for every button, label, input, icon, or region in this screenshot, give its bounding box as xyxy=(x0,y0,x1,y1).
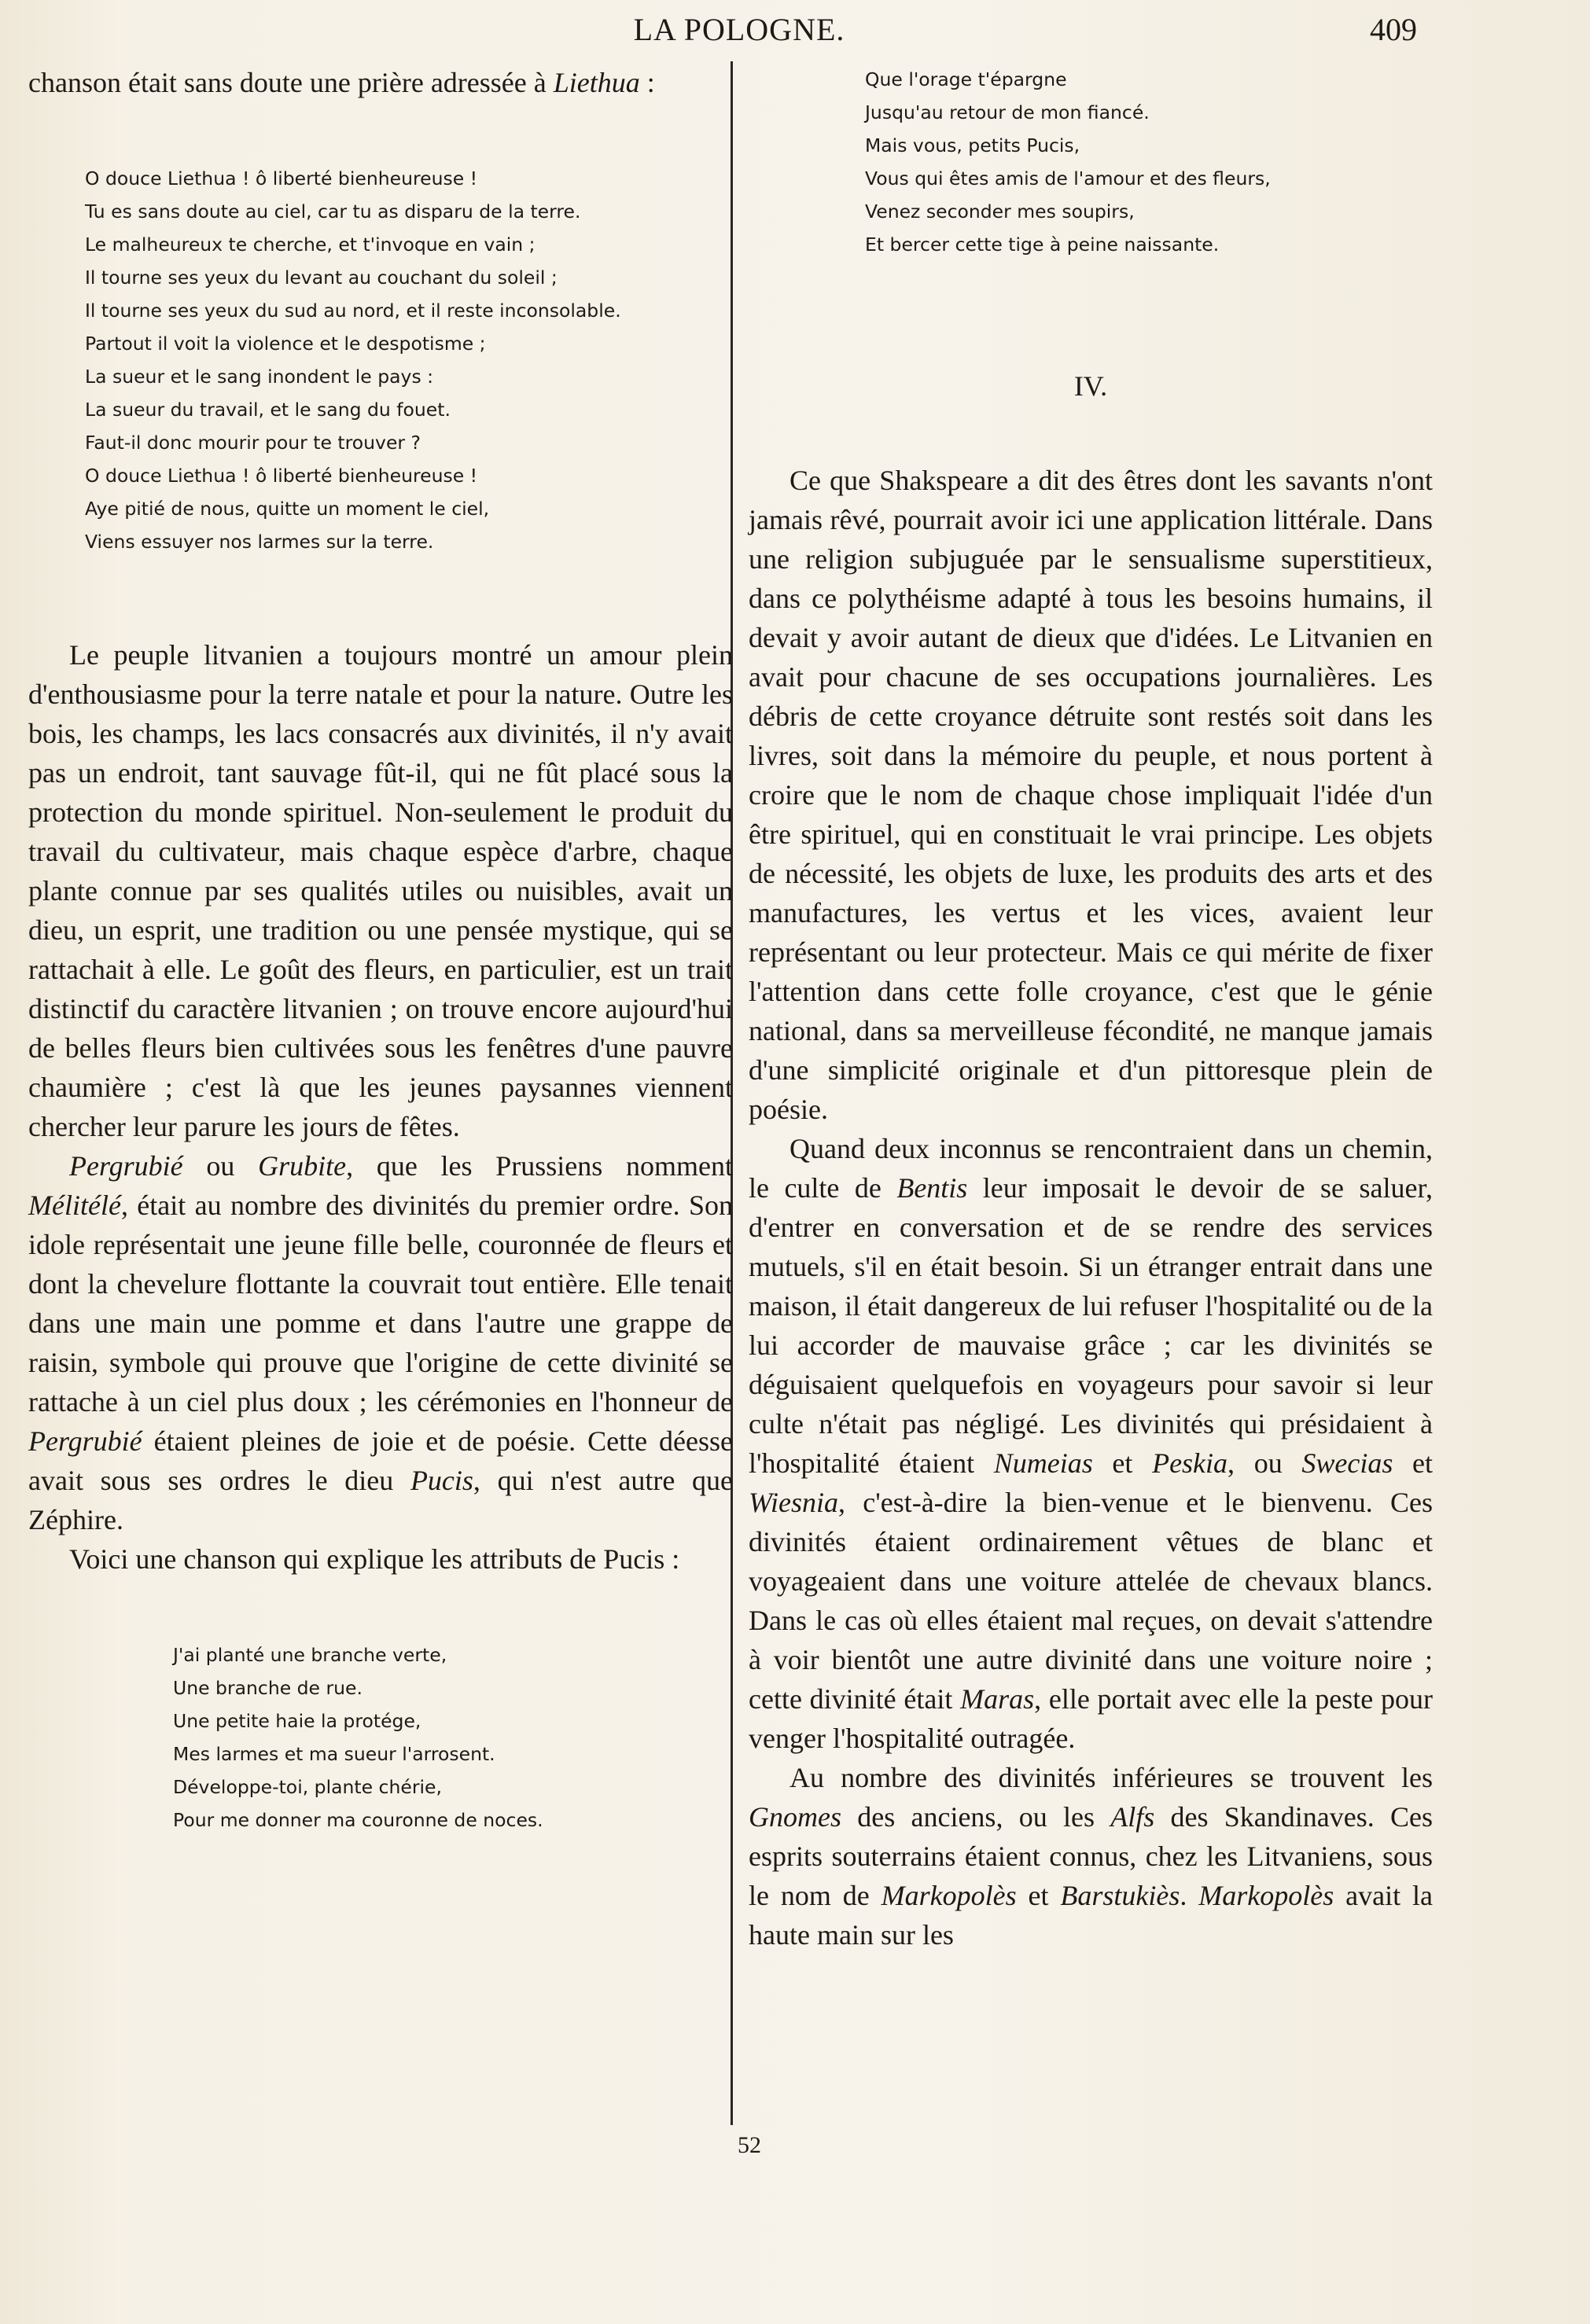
text-run: ou xyxy=(182,1150,259,1182)
song-verse xyxy=(173,1638,733,1837)
deity-name: Barstukiès xyxy=(1060,1880,1180,1911)
text-run: , était au nombre des divinités du premier ordre. Son idole représentait une jeune fille belle, couronnée de fleurs et dont la chevelure flottante la couvrait tout entière. Elle tenait dans une main une pomme et dans l'autre une grappe de raisin, symbole qui prouve que l'origine de cette divinité se rattache à un ciel plus doux ; les cérémonies en l'honneur de xyxy=(28,1190,733,1418)
verse-line: La sueur et le sang inondent le pays : xyxy=(85,366,434,388)
paragraph-shakspeare: Ce que Shakspeare a dit des êtres dont les savants n'ont jamais rêvé, pourrait avoir ici une application littérale. Dans une religion subjuguée par le sensualisme superstitieux, dans ce polythéisme adapté à tous les besoins humains, il devait y avoir autant de dieux que d'idées. Le Litvanien en avait pour chacune de ses occupations journalières. Les débris de cette croyance détruite sont restés soit dans les livres, soit dans la mémoire du peuple, et nous portent à croire que le nom de chaque chose impliquait l'idée d'un être spirituel, qui en constituait le vrai principe. Les objets de nécessité, les objets de luxe, les produits des arts et des manufactures, les vertus et les vices, avaient leur représentant ou leur protecteur. Mais ce qui mérite de fixer l'attention dans cette folle croyance, c'est que le génie national, dans sa merveilleuse fécondité, ne manque jamais d'une simplicité originale et d'un pittoresque plein de poésie. xyxy=(749,465,1433,1125)
left-column xyxy=(28,63,733,1837)
verse-line: O douce Liethua ! ô liberté bienheureuse ! xyxy=(85,465,478,487)
deity-name: Gnomes xyxy=(749,1801,841,1833)
text-run: et xyxy=(1016,1880,1061,1911)
deity-name: Bentis xyxy=(896,1172,968,1204)
deity-name: Numeias xyxy=(993,1447,1093,1479)
deity-name: Mélitélé xyxy=(28,1190,121,1221)
verse-line: Aye pitié de nous, quitte un moment le ciel, xyxy=(85,498,490,520)
text-run: avait la haute main sur les xyxy=(749,1880,1433,1951)
verse-line: Pour me donner ma couronne de noces. xyxy=(173,1809,543,1831)
deity-name: Alfs xyxy=(1110,1801,1155,1833)
prayer-verse xyxy=(85,162,733,558)
text-run: et xyxy=(1092,1447,1153,1479)
verse-line: Venez seconder mes soupirs, xyxy=(865,200,1135,222)
page-number: 409 xyxy=(1370,12,1417,47)
song-verse-continued xyxy=(865,63,1433,261)
verse-line: Et bercer cette tige à peine naissante. xyxy=(865,234,1220,256)
text-run: étaient pleines de joie et de poésie. Cette déesse avait sous ses ordres le dieu xyxy=(28,1425,733,1496)
deity-name: Markopolès xyxy=(1198,1880,1334,1911)
verse-line: Que l'orage t'épargne xyxy=(865,68,1067,90)
deity-name: Swecias xyxy=(1301,1447,1393,1479)
verse-line: La sueur du travail, et le sang du fouet. xyxy=(85,399,451,421)
verse-line: Faut-il donc mourir pour te trouver ? xyxy=(85,432,421,454)
text-run: , qui n'est autre que Zéphire. xyxy=(28,1465,734,1535)
verse-line: Vous qui êtes amis de l'amour et des fleurs, xyxy=(865,167,1271,189)
verse-line: Partout il voit la violence et le despotisme ; xyxy=(85,333,486,355)
deity-name: Peskia xyxy=(1152,1447,1228,1479)
text-run: . xyxy=(1180,1880,1199,1911)
verse-line: Il tourne ses yeux du sud au nord, et il reste inconsolable. xyxy=(85,300,621,322)
verse-line: Le malheureux te cherche, et t'invoque en vain ; xyxy=(85,234,536,256)
verse-line: Tu es sans doute au ciel, car tu as disparu de la terre. xyxy=(85,200,581,222)
verse-line: Jusqu'au retour de mon fiancé. xyxy=(865,101,1150,123)
deity-name: Markopolès xyxy=(881,1880,1017,1911)
verse-line: Développe-toi, plante chérie, xyxy=(173,1776,442,1798)
verse-line: Une petite haie la protége, xyxy=(173,1710,421,1732)
verse-line: O douce Liethua ! ô liberté bienheureuse ! xyxy=(85,167,478,189)
verse-line: Viens essuyer nos larmes sur la terre. xyxy=(85,531,434,553)
text-run: , que les Prussiens nomment xyxy=(346,1150,733,1182)
text-run: Quand deux inconnus se rencontraient dans un chemin, le culte de xyxy=(749,1133,1433,1204)
intro-text: chanson était sans doute une prière adressée à xyxy=(28,67,547,98)
deity-name: Pergrubié xyxy=(28,1425,142,1457)
verse-line: Mais vous, petits Pucis, xyxy=(865,134,1080,156)
verse-line: Une branche de rue. xyxy=(173,1677,363,1699)
intro-paragraph xyxy=(28,63,733,102)
paragraph-pergrubie xyxy=(28,1146,733,1539)
deity-name: Maras xyxy=(960,1683,1035,1715)
intro-name: Liethua xyxy=(553,67,640,98)
deity-name: Wiesnia xyxy=(749,1487,838,1518)
text-run: , elle portait avec elle la peste pour venger l'hospitalité outragée. xyxy=(749,1683,1433,1754)
deity-name: Grubite xyxy=(258,1150,347,1182)
right-column xyxy=(749,63,1433,1954)
text-run: Au nombre des divinités inférieures se trouvent les xyxy=(789,1762,1433,1793)
intro-tail: : xyxy=(639,67,655,98)
verse-line: J'ai planté une branche verte, xyxy=(173,1644,447,1666)
deity-name: Pucis xyxy=(410,1465,473,1496)
text-run: , ou xyxy=(1227,1447,1302,1479)
section-heading: IV. xyxy=(1073,370,1108,402)
verse-line: Mes larmes et ma sueur l'arrosent. xyxy=(173,1743,495,1765)
text-run: et xyxy=(1393,1447,1434,1479)
text-run: des Skandinaves. Ces esprits souterrains étaient connus, chez les Litvaniens, sous le nom de xyxy=(749,1801,1433,1911)
running-head-title: LA POLOGNE. xyxy=(633,12,845,47)
text-run: , c'est-à-dire la bien-venue et le bienvenu. Ces divinités étaient ordinairement vêtues de blanc et voyageaient dans une voiture attelée de chevaux blancs. Dans le cas où elles étaient mal reçues, on devait s'attendre à voir bientôt une autre divinité dans une voiture noire ; cette divinité était xyxy=(749,1487,1433,1715)
deity-name: Pergrubié xyxy=(69,1150,183,1182)
verse-line: Il tourne ses yeux du levant au couchant du soleil ; xyxy=(85,267,558,289)
paragraph-bentis xyxy=(749,1129,1433,1758)
paragraph-gnomes xyxy=(749,1758,1433,1954)
text-run: des anciens, ou les xyxy=(841,1801,1111,1833)
paragraph-song-intro: Voici une chanson qui explique les attributs de Pucis : xyxy=(69,1543,680,1575)
paragraph-litvanian-love: Le peuple litvanien a toujours montré un amour plein d'enthousiasme pour la terre natale et pour la nature. Outre les bois, les champs, les lacs consacrés aux divinités, il n'y avait pas un endroit, tant sauvage fût-il, qui ne fût placé sous la protection du monde spirituel. Non-seulement le produit du travail du cultivateur, mais chaque espèce d'arbre, chaque plante connue par ses qualités utiles ou nuisibles, avait un dieu, un esprit, une tradition ou une pensée mystique, qui se rattachait à elle. Le goût des fleurs, en particulier, est un trait distinctif du caractère litvanien ; on trouve encore aujourd'hui de belles fleurs bien cultivées sous les fenêtres d'une pauvre chaumière ; c'est là que les jeunes paysannes viennent chercher leur parure les jours de fêtes. xyxy=(28,639,733,1142)
signature-mark: 52 xyxy=(738,2132,761,2158)
text-run: leur imposait le devoir de se saluer, d'entrer en conversation et de se rendre des services mutuels, s'il en était besoin. Si un étranger entrait dans une maison, il était dangereux de lui refuser l'hospitalité ou de la lui accorder de mauvaise grâce ; car les divinités se déguisaient quelquefois en voyageurs pour savoir si leur culte n'était pas négligé. Les divinités qui présidaient à l'hospitalité étaient xyxy=(749,1172,1433,1479)
